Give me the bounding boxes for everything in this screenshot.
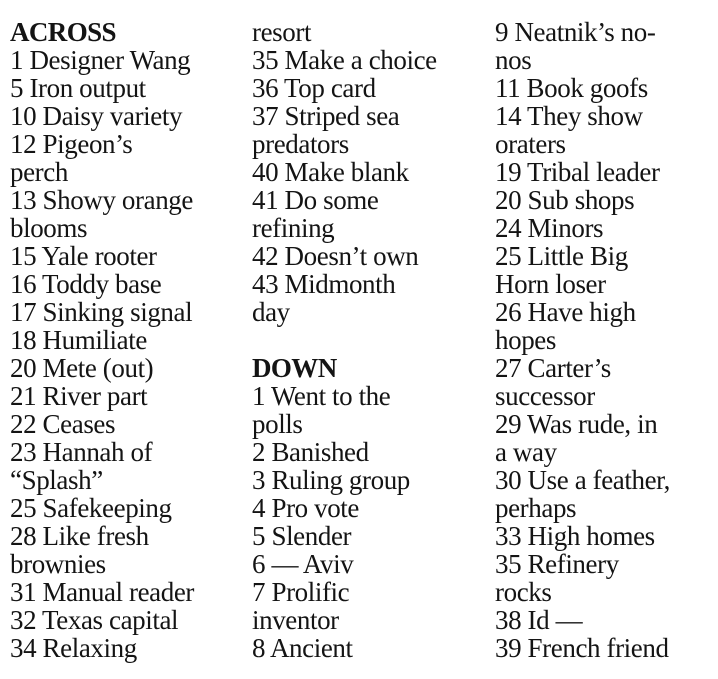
- clue-line: successor: [495, 381, 595, 411]
- clue-line: 19 Tribal leader: [495, 157, 660, 187]
- clue-line: 1 Designer Wang: [10, 45, 191, 75]
- clue-column-1: [10, 18, 246, 662]
- clue-line: oraters: [495, 129, 566, 159]
- clue-line: perhaps: [495, 493, 577, 523]
- clue-line: 17 Sinking signal: [10, 297, 193, 327]
- clue-line: predators: [252, 129, 349, 159]
- clue-line: resort: [252, 17, 312, 47]
- clue-line: perch: [10, 157, 68, 187]
- clue-line: 23 Hannah of: [10, 437, 153, 467]
- clue-line: 41 Do some: [252, 185, 379, 215]
- clue-line: 25 Little Big: [495, 241, 628, 271]
- clue-line: 35 Refinery: [495, 549, 619, 579]
- clue-line: 18 Humiliate: [10, 325, 147, 355]
- clue-line: hopes: [495, 325, 556, 355]
- clue-line: 35 Make a choice: [252, 45, 437, 75]
- clue-line: 1 Went to the: [252, 381, 391, 411]
- down-clue-list-continued: [495, 18, 717, 662]
- clue-line: 34 Relaxing: [10, 633, 137, 663]
- clue-line: 8 Ancient: [252, 633, 353, 663]
- clue-line: 31 Manual reader: [10, 577, 195, 607]
- clue-line: 21 River part: [10, 381, 148, 411]
- section-spacer: [252, 326, 488, 354]
- clue-line: 13 Showy orange: [10, 185, 193, 215]
- clue-line: 37 Striped sea: [252, 101, 400, 131]
- clue-line: 26 Have high: [495, 297, 636, 327]
- clue-column-3: [495, 18, 717, 662]
- clue-line: 16 Toddy base: [10, 269, 162, 299]
- clue-line: 25 Safekeeping: [10, 493, 172, 523]
- clue-line: 32 Texas capital: [10, 605, 179, 635]
- clue-line: 43 Midmonth: [252, 269, 396, 299]
- clue-line: a way: [495, 437, 557, 467]
- clue-column-2: [252, 18, 488, 662]
- clue-line: 10 Daisy variety: [10, 101, 183, 131]
- clue-line: 14 They show: [495, 101, 643, 131]
- clue-line: 24 Minors: [495, 213, 604, 243]
- clue-line: 33 High homes: [495, 521, 655, 551]
- clue-line: 20 Sub shops: [495, 185, 635, 215]
- clue-line: Horn loser: [495, 269, 606, 299]
- clue-line: 6 — Aviv: [252, 549, 354, 579]
- clue-line: “Splash”: [10, 465, 103, 495]
- clue-line: brownies: [10, 549, 106, 579]
- clue-line: 29 Was rude, in: [495, 409, 658, 439]
- clue-line: 30 Use a feather,: [495, 465, 671, 495]
- clue-line: nos: [495, 45, 532, 75]
- clue-line: 28 Like fresh: [10, 521, 149, 551]
- down-heading: DOWN: [252, 353, 337, 383]
- across-clue-list: [10, 46, 246, 662]
- clue-line: 20 Mete (out): [10, 353, 154, 383]
- clue-line: 2 Banished: [252, 437, 369, 467]
- across-heading: ACROSS: [10, 17, 116, 47]
- clue-line: 4 Pro vote: [252, 493, 359, 523]
- clue-line: 15 Yale rooter: [10, 241, 157, 271]
- clue-line: 40 Make blank: [252, 157, 409, 187]
- clue-line: 38 Id —: [495, 605, 583, 635]
- across-clue-list-continued: [252, 18, 488, 326]
- clue-line: 5 Slender: [252, 521, 352, 551]
- clue-line: rocks: [495, 577, 552, 607]
- clue-line: inventor: [252, 605, 339, 635]
- down-clue-list: [252, 382, 488, 662]
- clue-line: 39 French friend: [495, 633, 669, 663]
- clue-line: 27 Carter’s: [495, 353, 611, 383]
- clue-line: 9 Neatnik’s no-: [495, 17, 656, 47]
- clue-line: 5 Iron output: [10, 73, 146, 103]
- clue-line: blooms: [10, 213, 88, 243]
- clue-line: 22 Ceases: [10, 409, 116, 439]
- clue-line: 12 Pigeon’s: [10, 129, 133, 159]
- clue-line: 7 Prolific: [252, 577, 350, 607]
- clue-line: polls: [252, 409, 303, 439]
- clue-line: refining: [252, 213, 335, 243]
- clue-line: 11 Book goofs: [495, 73, 648, 103]
- clue-line: day: [252, 297, 290, 327]
- clue-line: 42 Doesn’t own: [252, 241, 419, 271]
- clue-line: 36 Top card: [252, 73, 376, 103]
- clue-line: 3 Ruling group: [252, 465, 410, 495]
